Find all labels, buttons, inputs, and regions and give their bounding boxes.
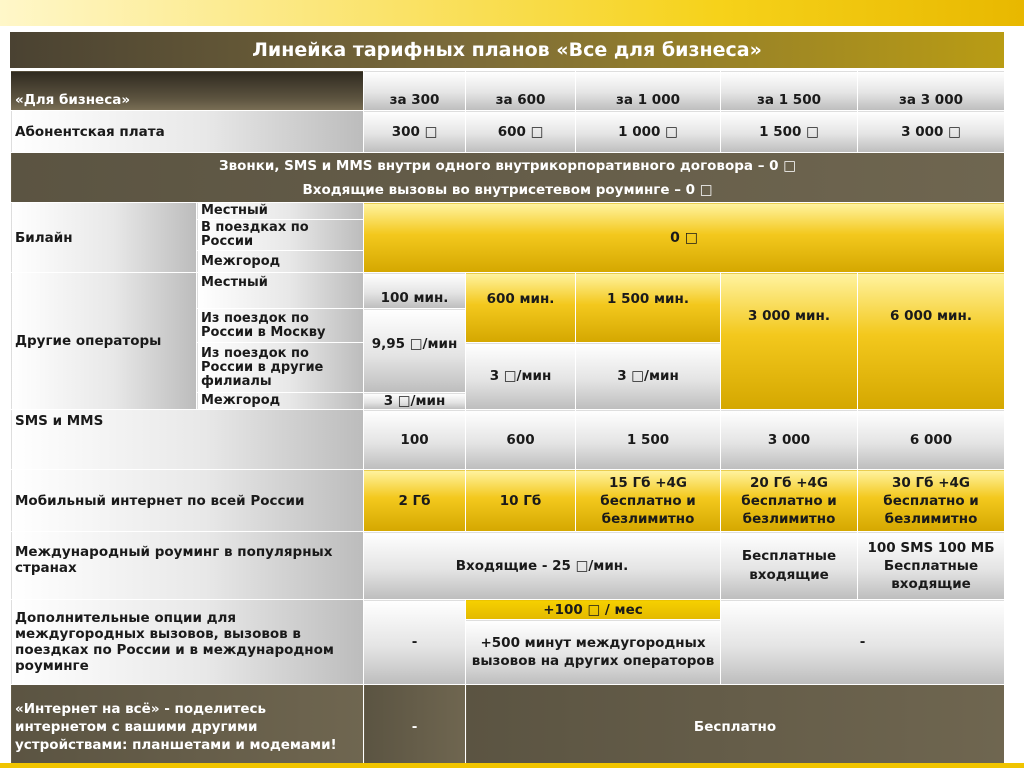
others-sub-branches: Из поездок по России в другие филиалы — [197, 343, 364, 393]
plan-header-300: за 300 — [364, 71, 466, 111]
header-row — [11, 71, 1005, 111]
top-accent-bar — [0, 0, 1024, 26]
beeline-sub-local: Местный — [197, 203, 364, 220]
sms-row — [11, 410, 1005, 470]
page-title: Линейка тарифных планов «Все для бизнеса» — [10, 32, 1004, 68]
internet-value-1500: 20 Гб +4G бесплатно и безлимитно — [721, 470, 858, 532]
share-label: «Интернет на всё» - поделитесь интернетом с вашими другими устройствами: планшетами и модемами! — [11, 685, 364, 768]
others-300-intercity: 3 □/мин — [364, 393, 466, 410]
fee-value-1000: 1 000 □ — [576, 111, 721, 153]
internet-value-300: 2 Гб — [364, 470, 466, 532]
internet-value-3000: 30 Гб +4G бесплатно и безлимитно — [858, 470, 1005, 532]
fee-value-300: 300 □ — [364, 111, 466, 153]
fee-value-3000: 3 000 □ — [858, 111, 1005, 153]
others-label: Другие операторы — [11, 273, 197, 410]
sms-value-1500: 3 000 — [721, 410, 858, 470]
fee-label: Абонентская плата — [11, 111, 364, 153]
options-row — [11, 600, 1005, 620]
others-sub-local: Местный — [197, 273, 364, 309]
others-600-rate: 3 □/мин — [466, 343, 576, 410]
others-600-minutes: 600 мин. — [466, 273, 576, 343]
beeline-row — [11, 203, 1005, 220]
roaming-incoming: Входящие - 25 □/мин. — [364, 532, 721, 600]
internet-value-600: 10 Гб — [466, 470, 576, 532]
free-banner — [11, 153, 1005, 203]
share-300: - — [364, 685, 466, 768]
sms-value-1000: 1 500 — [576, 410, 721, 470]
others-sub-moscow: Из поездок по России в Москву — [197, 309, 364, 343]
bottom-accent-bar — [0, 763, 1024, 768]
beeline-sub-trips: В поездках по России — [197, 220, 364, 251]
others-300-local: 100 мин. — [364, 273, 466, 309]
internet-row — [11, 470, 1005, 532]
sms-value-3000: 6 000 — [858, 410, 1005, 470]
plan-header-600: за 600 — [466, 71, 576, 111]
others-3000-minutes: 6 000 мин. — [858, 273, 1005, 410]
fee-row — [11, 111, 1005, 153]
plan-header-1000: за 1 000 — [576, 71, 721, 111]
plan-header-1500: за 1 500 — [721, 71, 858, 111]
fee-value-600: 600 □ — [466, 111, 576, 153]
beeline-sub-intercity: Межгород — [197, 251, 364, 273]
others-1000-rate: 3 □/мин — [576, 343, 721, 410]
options-desc: +500 минут междугородных вызовов на других операторов — [466, 620, 721, 685]
options-label: Дополнительные опции для междугородных вызовов, вызовов в поездках по России и в международном роуминге — [11, 600, 364, 685]
sms-label: SMS и MMS — [11, 410, 364, 470]
sms-value-300: 100 — [364, 410, 466, 470]
tariff-table — [10, 70, 1005, 768]
others-1000-minutes: 1 500 мин. — [576, 273, 721, 343]
others-row — [11, 273, 1005, 309]
fee-value-1500: 1 500 □ — [721, 111, 858, 153]
free-banner-row — [11, 153, 1005, 203]
others-sub-intercity: Межгород — [197, 393, 364, 410]
roaming-label: Международный роуминг в популярных странах — [11, 532, 364, 600]
roaming-3000: 100 SMS 100 МБ Бесплатные входящие — [858, 532, 1005, 600]
beeline-value: 0 □ — [364, 203, 1005, 273]
options-price: +100 □ / мес — [466, 600, 721, 620]
internet-label: Мобильный интернет по всей России — [11, 470, 364, 532]
share-row — [11, 685, 1005, 768]
share-rest: Бесплатно — [466, 685, 1005, 768]
options-300: - — [364, 600, 466, 685]
free-banner-line2: Входящие вызовы во внутрисетевом роуминге – 0 □ — [302, 181, 713, 198]
others-1500-minutes: 3 000 мин. — [721, 273, 858, 410]
options-rest: - — [721, 600, 1005, 685]
header-row-label: «Для бизнеса» — [11, 71, 364, 111]
internet-value-1000: 15 Гб +4G бесплатно и безлимитно — [576, 470, 721, 532]
free-banner-line1: Звонки, SMS и MMS внутри одного внутрикорпоративного договора – 0 □ — [219, 157, 796, 174]
sms-value-600: 600 — [466, 410, 576, 470]
plan-header-3000: за 3 000 — [858, 71, 1005, 111]
roaming-1500: Бесплатные входящие — [721, 532, 858, 600]
others-300-trips: 9,95 □/мин — [364, 309, 466, 393]
roaming-row — [11, 532, 1005, 600]
beeline-label: Билайн — [11, 203, 197, 273]
